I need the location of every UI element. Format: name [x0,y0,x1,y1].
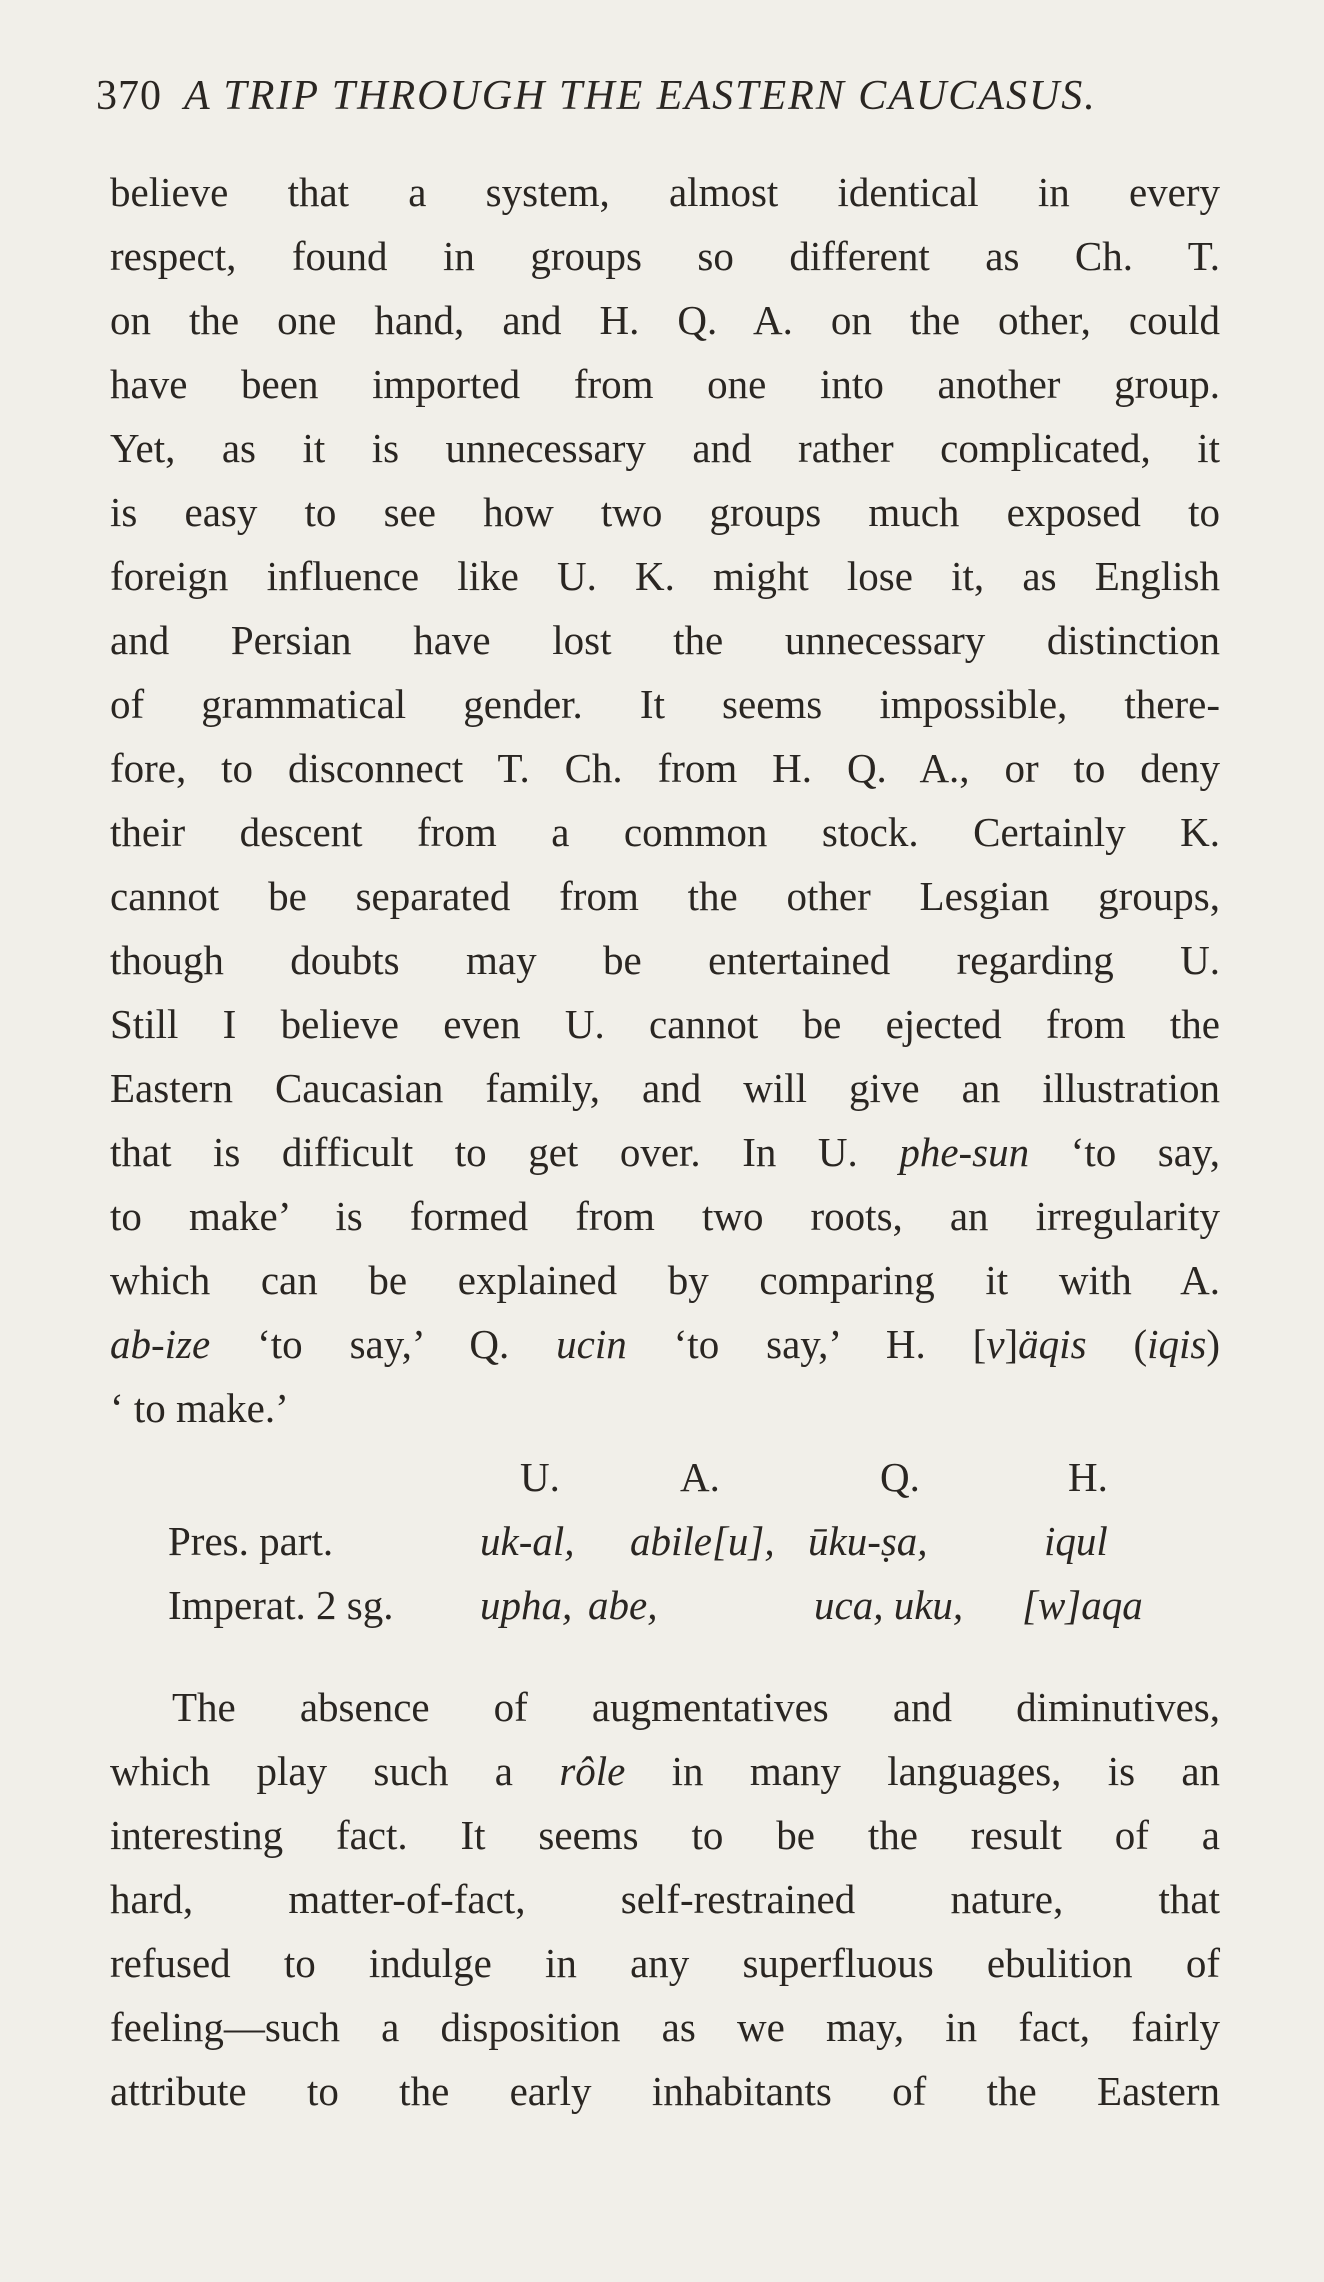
text-line: Eastern Caucasian family, and will give an illustration [110,1065,1220,1111]
text-segment: which play such a [110,1748,514,1794]
paragraph-2 [110,1675,1220,2123]
text-line: on the one hand, and H. Q. A. on the other, could [110,297,1220,343]
text-line: foreign influence like U. K. might lose it, as English [110,553,1220,599]
table-cell: uk-al, [480,1518,575,1564]
text-line: Still I believe even U. cannot be ejected from the [110,1001,1220,1047]
paragraph-1 [110,160,1220,1440]
table-header: A. [680,1454,720,1500]
running-head [96,72,1216,120]
table-row [168,1509,1188,1573]
table-cell: iqul [1044,1518,1108,1564]
text-segment: ‘to say,’ Q. [257,1321,510,1367]
text-segment: ] [1004,1321,1019,1367]
table-header: H. [1068,1454,1108,1500]
table-row [168,1573,1188,1637]
text-line: refused to indulge in any superfluous ebulition of [110,1940,1220,1986]
text-line: ‘ to make.’ [110,1385,289,1431]
paradigm-table [168,1445,1188,1637]
text-line: fore, to disconnect T. Ch. from H. Q. A., or to deny [110,745,1220,791]
text-line: hard, matter-of-fact, self-restrained nature, that [110,1876,1220,1922]
table-cell: uca, uku, [814,1582,964,1628]
text-segment: ‘to say,’ H. [ [673,1321,987,1367]
italic-word: rôle [559,1748,626,1794]
text-line [110,1120,1220,1184]
text-line: have been imported from one into another group. [110,361,1220,407]
text-line [110,1312,1220,1376]
text-line: interesting fact. It seems to be the result of a [110,1812,1220,1858]
text-line: of grammatical gender. It seems impossible, there- [110,681,1220,727]
page-number: 370 [96,73,162,119]
running-title: A TRIP THROUGH THE EASTERN CAUCASUS. [184,73,1097,119]
text-line: attribute to the early inhabitants of the Eastern [110,2068,1220,2114]
italic-word: äqis [1018,1321,1087,1367]
italic-word: ucin [556,1321,627,1367]
table-cell: abile[u], [630,1518,775,1564]
text-line: feeling—such a disposition as we may, in fact, fairly [110,2004,1220,2050]
row-label: Imperat. 2 sg. [168,1582,394,1628]
table-cell: upha, [480,1582,573,1628]
text-segment: in many languages, is an [671,1748,1221,1794]
text-line: believe that a system, almost identical in every [110,169,1220,215]
table-header: Q. [880,1454,920,1500]
text-segment: that is difficult to get over. In U. [110,1129,858,1175]
text-line: The absence of augmentatives and diminutives, [172,1684,1220,1730]
italic-word: ab-ize [110,1321,211,1367]
italic-word: phe-sun [899,1129,1030,1175]
text-segment: ( [1133,1321,1148,1367]
text-segment: ) [1206,1321,1221,1367]
text-line: their descent from a common stock. Certainly K. [110,809,1220,855]
text-line: to make’ is formed from two roots, an irregularity [110,1193,1220,1239]
text-line: respect, found in groups so different as Ch. T. [110,233,1220,279]
text-line: and Persian have lost the unnecessary distinction [110,617,1220,663]
text-line: is easy to see how two groups much exposed to [110,489,1220,535]
table-header-row [168,1445,1188,1509]
text-line [110,1739,1220,1803]
table-cell: [w]aqa [1022,1582,1143,1628]
text-line: which can be explained by comparing it with A. [110,1257,1220,1303]
text-line: Yet, as it is unnecessary and rather complicated, it [110,425,1220,471]
table-cell: abe, [588,1582,658,1628]
table-header: U. [520,1454,560,1500]
text-line: though doubts may be entertained regarding U. [110,937,1220,983]
text-segment: ‘to say, [1070,1129,1220,1175]
italic-word: v [986,1321,1005,1367]
row-label: Pres. part. [168,1518,334,1564]
table-cell: ūku-ṣa, [808,1518,928,1564]
text-line: cannot be separated from the other Lesgian groups, [110,873,1220,919]
italic-word: iqis [1147,1321,1207,1367]
